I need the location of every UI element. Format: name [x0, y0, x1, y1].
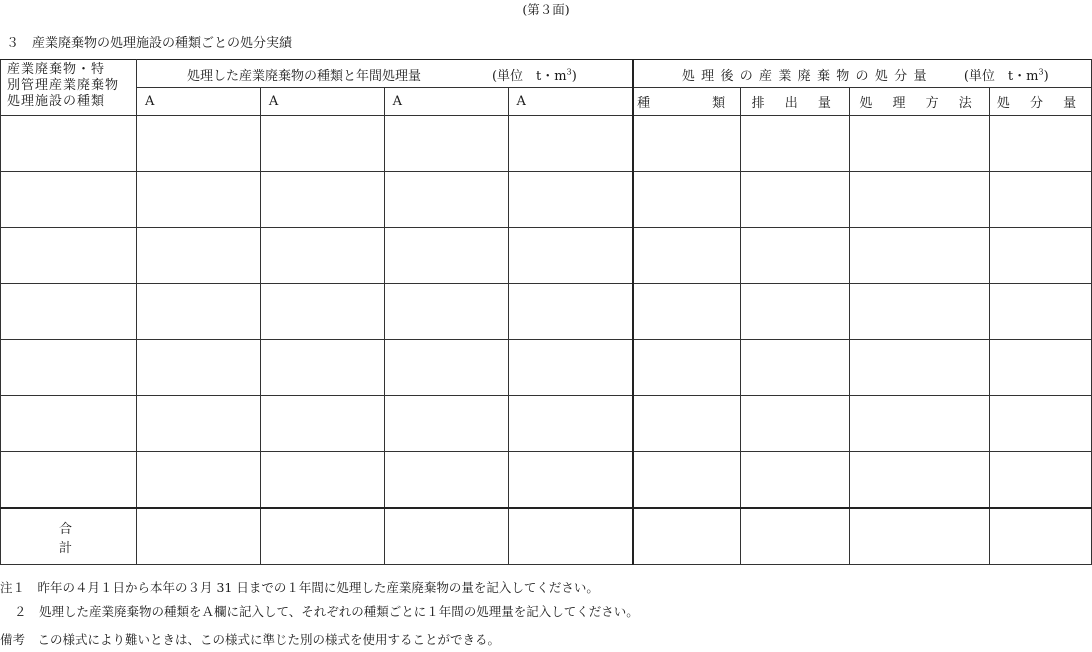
table-row [1, 396, 1092, 452]
after-processing-unit-label: (単位 t・$m^3$) [963, 67, 1049, 84]
facility-type-cell[interactable] [1, 228, 137, 284]
table-cell[interactable] [136, 452, 260, 509]
total-cell[interactable] [508, 508, 633, 565]
total-row [1, 508, 1092, 565]
table-cell[interactable] [136, 228, 260, 284]
table-cell[interactable] [136, 172, 260, 228]
table-cell[interactable] [260, 172, 384, 228]
table-cell[interactable] [384, 396, 508, 452]
table-cell[interactable] [136, 116, 260, 172]
table-cell[interactable] [508, 228, 633, 284]
facility-type-cell[interactable] [1, 116, 137, 172]
total-cell[interactable] [384, 508, 508, 565]
table-cell[interactable] [260, 340, 384, 396]
table-cell[interactable] [508, 396, 633, 452]
table-cell[interactable] [384, 340, 508, 396]
facility-type-cell[interactable] [1, 396, 137, 452]
after-processing-header-label: 処理後の産業廃棄物の処分量 [681, 69, 933, 84]
table-cell[interactable] [508, 116, 633, 172]
note-2: ２ 処理した産業廃棄物の種類をＡ欄に記入して、それぞれの種類ごとに１年間の処理量を記入してください。 [14, 604, 639, 619]
notes-section [0, 576, 639, 652]
section-title: ３ 産業廃棄物の処理施設の種類ごとの処分実績 [6, 36, 293, 51]
table-cell[interactable] [741, 284, 850, 340]
column-a-header: A [508, 88, 633, 116]
table-cell[interactable] [384, 228, 508, 284]
table-cell[interactable] [990, 116, 1092, 172]
table-row [1, 452, 1092, 509]
table-cell[interactable] [260, 396, 384, 452]
total-cell[interactable] [850, 508, 990, 565]
facility-type-header [1, 60, 137, 116]
facility-type-cell[interactable] [1, 284, 137, 340]
table-cell[interactable] [850, 116, 990, 172]
table-cell[interactable] [990, 452, 1092, 509]
table-cell[interactable] [741, 172, 850, 228]
column-a-header: A [384, 88, 508, 116]
table-cell[interactable] [990, 340, 1092, 396]
processed-unit-label: (単位 t・$m^3$) [491, 67, 577, 84]
column-a-header: A [136, 88, 260, 116]
table-cell[interactable] [136, 284, 260, 340]
table-row [1, 340, 1092, 396]
table-cell[interactable] [741, 116, 850, 172]
table-cell[interactable] [850, 396, 990, 452]
table-cell[interactable] [508, 452, 633, 509]
disposal-table-container [0, 59, 1092, 565]
table-row [1, 116, 1092, 172]
table-cell[interactable] [990, 284, 1092, 340]
table-cell[interactable] [384, 452, 508, 509]
table-cell[interactable] [633, 396, 741, 452]
column-a-header: A [260, 88, 384, 116]
table-cell[interactable] [633, 284, 741, 340]
table-row [1, 172, 1092, 228]
table-cell[interactable] [633, 452, 741, 509]
table-row [1, 228, 1092, 284]
facility-type-cell[interactable] [1, 172, 137, 228]
after-processing-header [633, 60, 1092, 88]
total-cell[interactable] [990, 508, 1092, 565]
total-label: 合 計 [1, 508, 137, 565]
column-method-header: 処 理 方 法 [850, 88, 990, 116]
table-cell[interactable] [384, 116, 508, 172]
table-cell[interactable] [136, 396, 260, 452]
table-cell[interactable] [850, 340, 990, 396]
facility-type-header-line: 産業廃棄物・特 [7, 62, 106, 77]
table-cell[interactable] [990, 172, 1092, 228]
table-cell[interactable] [260, 452, 384, 509]
disposal-results-table [0, 59, 1092, 565]
table-row [1, 284, 1092, 340]
table-cell[interactable] [850, 452, 990, 509]
table-cell[interactable] [850, 228, 990, 284]
table-cell[interactable] [508, 172, 633, 228]
table-cell[interactable] [633, 228, 741, 284]
header-row-2 [1, 88, 1092, 116]
table-cell[interactable] [260, 116, 384, 172]
table-cell[interactable] [633, 340, 741, 396]
table-cell[interactable] [136, 340, 260, 396]
page-header: (第３面) [522, 2, 570, 17]
column-type-header: 種 類 [633, 88, 741, 116]
table-cell[interactable] [508, 340, 633, 396]
table-cell[interactable] [260, 284, 384, 340]
table-cell[interactable] [633, 172, 741, 228]
table-cell[interactable] [260, 228, 384, 284]
table-cell[interactable] [633, 116, 741, 172]
facility-type-header-line: 別管理産業廃棄物 [7, 78, 120, 93]
data-rows [1, 116, 1092, 509]
table-cell[interactable] [990, 396, 1092, 452]
table-cell[interactable] [741, 452, 850, 509]
column-emission-header: 排 出 量 [741, 88, 850, 116]
table-cell[interactable] [741, 340, 850, 396]
processed-waste-header [136, 60, 632, 88]
table-cell[interactable] [508, 284, 633, 340]
total-cell[interactable] [633, 508, 741, 565]
column-disposal-amount-header: 処 分 量 [990, 88, 1092, 116]
table-cell[interactable] [850, 284, 990, 340]
note-1: 注１ 昨年の４月１日から本年の３月 31 日までの１年間に処理した産業廃棄物の量を記入してください。 [0, 580, 599, 595]
table-cell[interactable] [850, 172, 990, 228]
header-row-1 [1, 60, 1092, 88]
total-cell[interactable] [260, 508, 384, 565]
facility-type-cell[interactable] [1, 452, 137, 509]
table-cell[interactable] [384, 172, 508, 228]
total-cell[interactable] [741, 508, 850, 565]
table-cell[interactable] [990, 228, 1092, 284]
table-cell[interactable] [384, 284, 508, 340]
processed-waste-header-label: 処理した産業廃棄物の種類と年間処理量 [186, 69, 421, 84]
facility-type-cell[interactable] [1, 340, 137, 396]
remark: 備考 この様式により難いときは、この様式に準じた別の様式を使用することができる。 [0, 632, 501, 647]
facility-type-header-line: 処理施設の種類 [7, 94, 106, 109]
table-cell[interactable] [741, 396, 850, 452]
table-cell[interactable] [741, 228, 850, 284]
